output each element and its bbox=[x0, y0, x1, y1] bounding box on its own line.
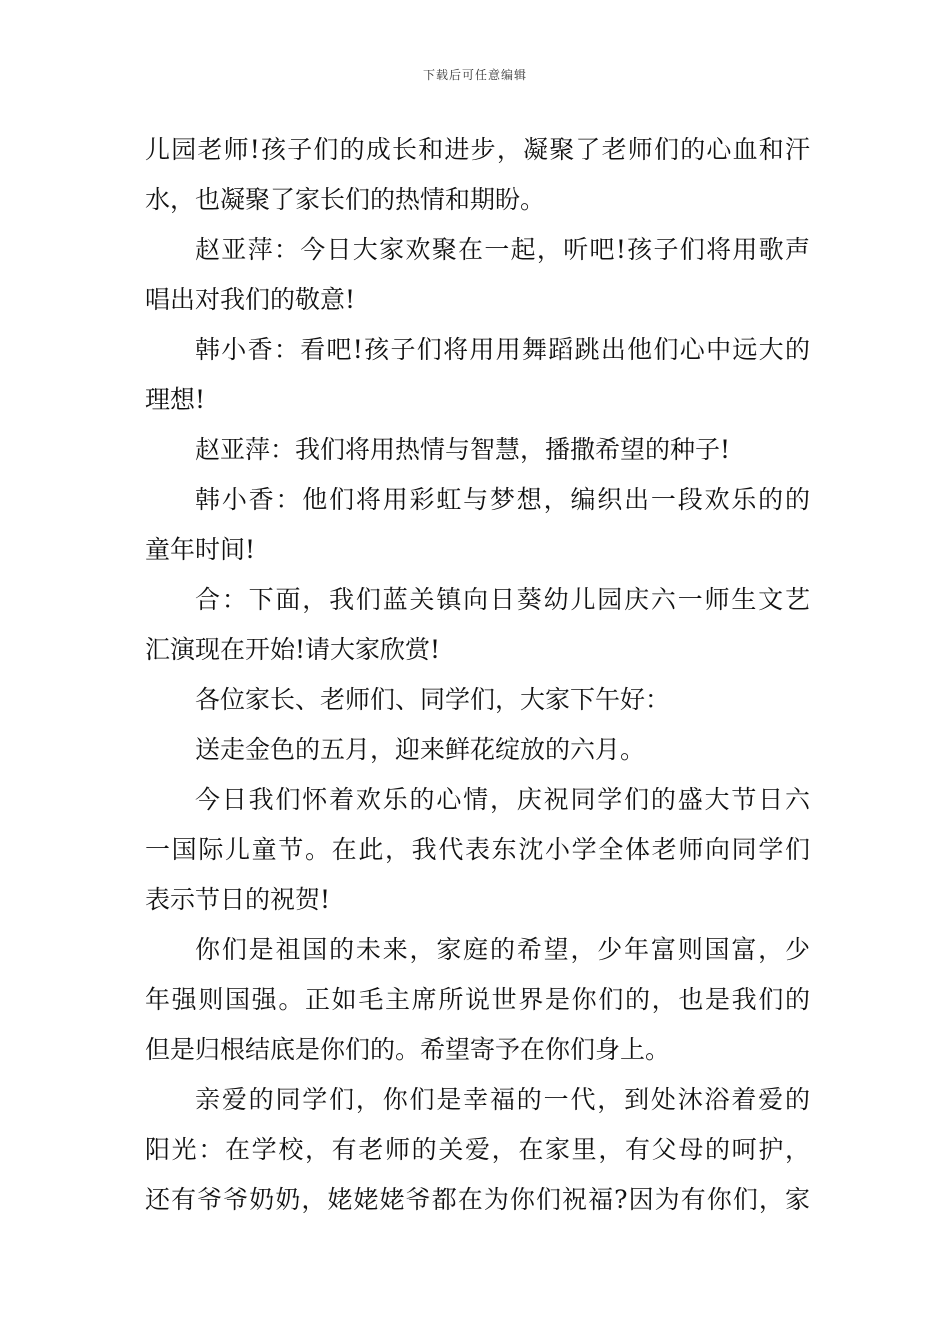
text-line: 送走金色的五月，迎来鲜花绽放的六月。 bbox=[195, 735, 646, 764]
text-line: 赵亚萍：我们将用热情与智慧，播撒希望的种子! bbox=[195, 435, 731, 464]
text-line: 合：下面，我们蓝关镇向日葵幼儿园庆六一师生文艺 bbox=[195, 585, 810, 614]
text-line: 亲爱的同学们，你们是幸福的一代，到处沐浴着爱的 bbox=[195, 1085, 810, 1114]
text-line: 但是归根结底是你们的。希望寄予在你们身上。 bbox=[145, 1035, 671, 1064]
text-line: 韩小香：看吧!孩子们将用用舞蹈跳出他们心中远大的 bbox=[195, 335, 810, 364]
text-line: 童年时间! bbox=[145, 535, 256, 564]
text-line: 水，也凝聚了家长们的热情和期盼。 bbox=[145, 185, 546, 214]
text-line: 今日我们怀着欢乐的心情，庆祝同学们的盛大节日六 bbox=[195, 785, 810, 814]
text-line: 一国际儿童节。在此，我代表东沈小学全体老师向同学们 bbox=[145, 835, 810, 864]
page-header: 下载后可任意编辑 bbox=[422, 68, 527, 82]
text-line: 儿园老师!孩子们的成长和进步，凝聚了老师们的心血和汗 bbox=[145, 135, 810, 164]
text-line: 赵亚萍：今日大家欢聚在一起，听吧!孩子们将用歌声 bbox=[195, 235, 810, 264]
text-line: 理想! bbox=[145, 385, 206, 414]
text-line: 唱出对我们的敬意! bbox=[145, 285, 356, 314]
text-line: 韩小香：他们将用彩虹与梦想，编织出一段欢乐的的 bbox=[195, 485, 810, 514]
text-line: 各位家长、老师们、同学们，大家下午好： bbox=[195, 685, 671, 714]
text-line: 年强则国强。正如毛主席所说世界是你们的，也是我们的 bbox=[145, 985, 810, 1014]
text-line: 还有爷爷奶奶，姥姥姥爷都在为你们祝福?因为有你们，家 bbox=[145, 1185, 810, 1214]
text-line: 表示节日的祝贺! bbox=[145, 885, 331, 914]
text-line: 汇演现在开始!请大家欣赏! bbox=[145, 635, 441, 664]
document-body bbox=[145, 125, 810, 1225]
text-line: 阳光：在学校，有老师的关爱，在家里，有父母的呵护， bbox=[145, 1135, 810, 1164]
text-line: 你们是祖国的未来，家庭的希望，少年富则国富，少 bbox=[195, 935, 810, 964]
